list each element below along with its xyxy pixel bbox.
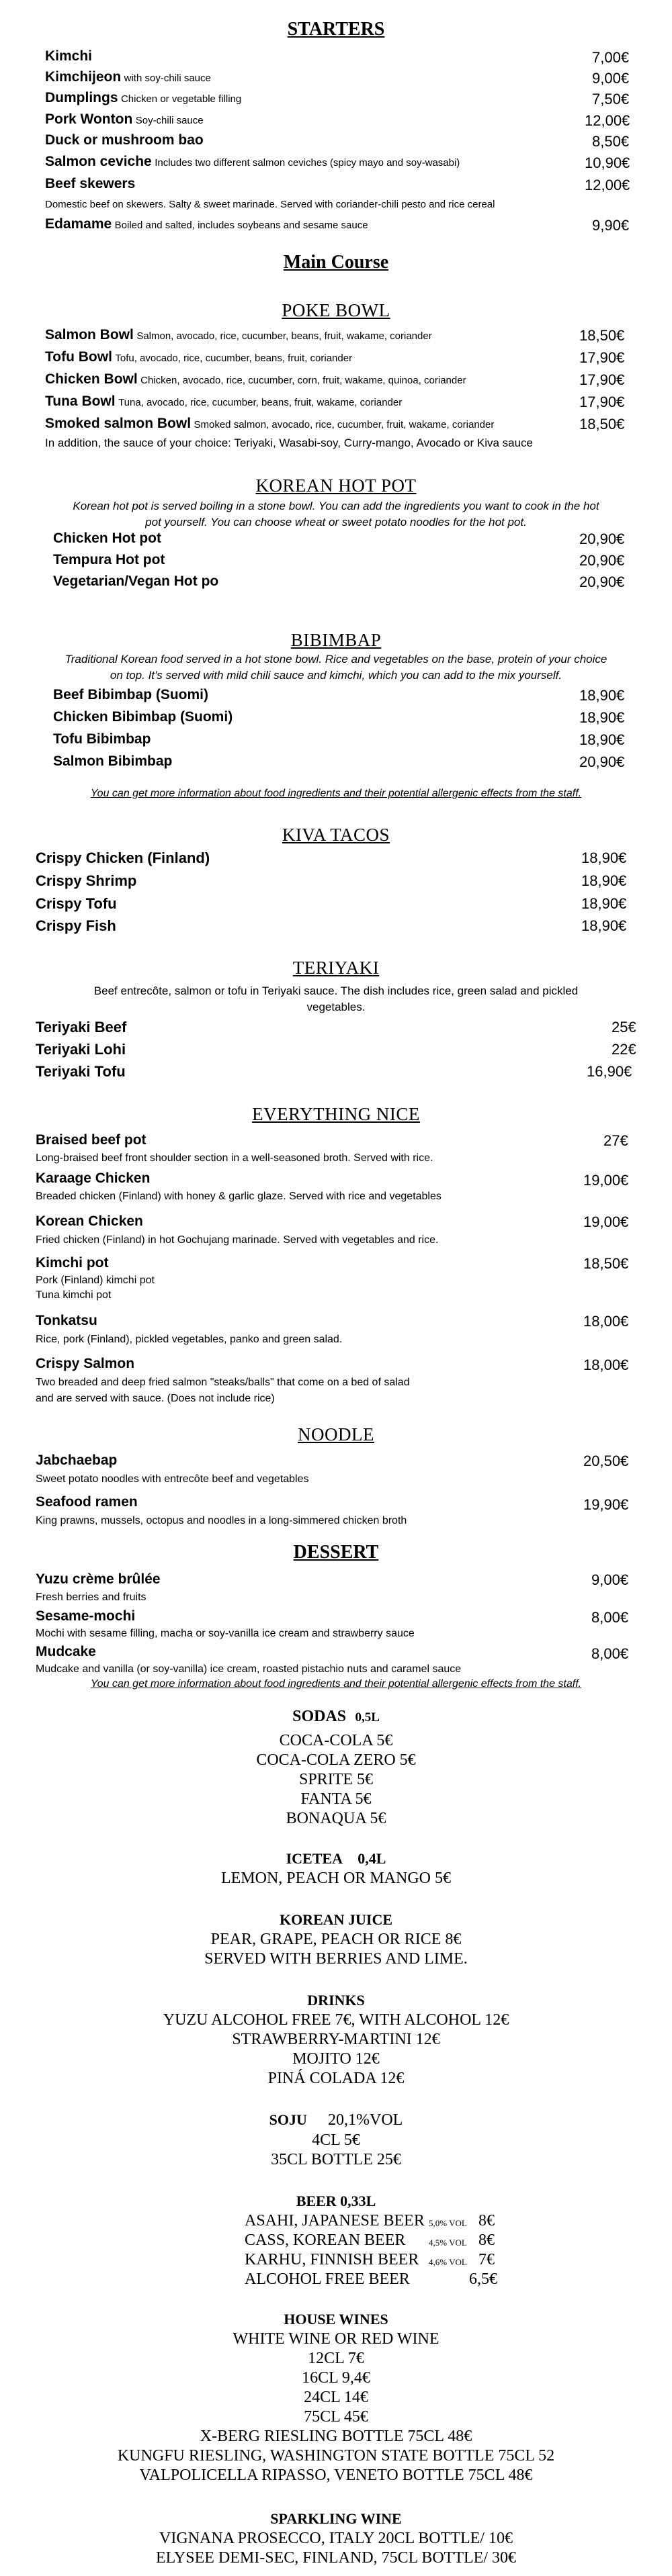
price: 20,50€ bbox=[583, 1453, 629, 1469]
list-item: WHITE WINE OR RED WINE bbox=[233, 2330, 439, 2348]
item-description: and are served with sauce. (Does not include rice) bbox=[36, 1393, 275, 1404]
sauce-note: In addition, the sauce of your choice: Teriyaki, Wasabi-soy, Curry-mango, Avocado or Kiva sauce bbox=[45, 436, 534, 449]
price: 17,90€ bbox=[579, 394, 625, 410]
list-item: PEAR, GRAPE, PEACH OR RICE 8€ bbox=[210, 1931, 462, 1948]
price: 17,90€ bbox=[579, 371, 625, 388]
item-description: Breaded chicken (Finland) with honey & garlic glaze. Served with rice and vegetables bbox=[36, 1191, 442, 1202]
price: 22€ bbox=[612, 1041, 636, 1058]
hotpot-title: KOREAN HOT POT bbox=[255, 475, 417, 496]
item-description: Sweet potato noodles with entrecôte beef and vegetables bbox=[36, 1473, 309, 1485]
price: 7,00€ bbox=[592, 49, 630, 66]
list-item: 24CL 14€ bbox=[304, 2389, 368, 2406]
list-item: Crispy Salmon bbox=[36, 1356, 135, 1371]
list-item: VALPOLICELLA RIPASSO, VENETO BOTTLE 75CL 48€ bbox=[139, 2467, 533, 2484]
item-description: Domestic beef on skewers. Salty & sweet marinade. Served with coriander-chili pesto and rice cereal bbox=[45, 199, 495, 210]
price: 6,5€ bbox=[469, 2270, 497, 2288]
price: 18,90€ bbox=[581, 849, 627, 866]
list-item: Tuna Bowl Tuna, avocado, rice, cucumber, beans, fruit, wakame, coriander bbox=[45, 394, 403, 409]
list-item: LEMON, PEACH OR MANGO 5€ bbox=[220, 1870, 451, 1887]
list-item: KUNGFU RIESLING, WASHINGTON STATE BOTTLE 75CL 52 bbox=[117, 2447, 555, 2465]
list-item: YUZU ALCOHOL FREE 7€, WITH ALCOHOL 12€ bbox=[163, 2011, 509, 2029]
price: 12,00€ bbox=[585, 177, 630, 193]
everything-nice-title: EVERYTHING NICE bbox=[252, 1104, 420, 1124]
price: 20,90€ bbox=[579, 753, 625, 770]
list-item: Crispy Tofu bbox=[36, 895, 117, 912]
teriyaki-intro-line-2: vegetables. bbox=[306, 1001, 366, 1013]
teriyaki-title: TERIYAKI bbox=[292, 958, 380, 978]
list-item: Kimchijeon with soy-chili sauce bbox=[45, 69, 211, 85]
list-item: PINÁ COLADA 12€ bbox=[267, 2070, 405, 2087]
list-item: Teriyaki Beef bbox=[36, 1019, 127, 1036]
price: 18,90€ bbox=[579, 709, 625, 726]
list-item: ALCOHOL FREE BEER bbox=[245, 2270, 410, 2288]
price: 8,00€ bbox=[591, 1645, 629, 1662]
sodas-header: SODAS 0,5L bbox=[292, 1708, 380, 1725]
price: 18,90€ bbox=[581, 917, 627, 934]
list-item: Salmon Bibimbap bbox=[53, 753, 173, 769]
beer-volume: 5,0% VOL bbox=[429, 2218, 467, 2228]
list-item: Smoked salmon Bowl Smoked salmon, avocado, rice, cucumber, fruit, wakame, coriander bbox=[45, 416, 495, 431]
bibimbap-intro-line-2: on top. It's served with mild chili sauce and kimchi, which you can add to the mix yourself. bbox=[110, 669, 562, 682]
list-item: Karaage Chicken bbox=[36, 1170, 151, 1186]
list-item: Tofu Bibimbap bbox=[53, 731, 151, 747]
list-item: Mudcake bbox=[36, 1644, 96, 1659]
price: 8€ bbox=[478, 2232, 495, 2249]
price: 9,90€ bbox=[592, 217, 630, 234]
price: 16,90€ bbox=[587, 1063, 632, 1080]
list-item: 75CL 45€ bbox=[304, 2408, 368, 2426]
allergen-note: You can get more information about food ingredients and their potential allergenic effects from the staff. bbox=[90, 1678, 582, 1690]
list-item: Teriyaki Lohi bbox=[36, 1041, 126, 1058]
list-item: Beef skewers bbox=[45, 176, 136, 191]
teriyaki-intro-line-1: Beef entrecôte, salmon or tofu in Teriyaki sauce. The dish includes rice, green salad and pickled bbox=[93, 984, 579, 997]
list-item: Edamame Boiled and salted, includes soybeans and sesame sauce bbox=[45, 216, 368, 232]
list-item: Braised beef pot bbox=[36, 1132, 146, 1148]
price: 18,90€ bbox=[579, 731, 625, 748]
dessert-title: DESSERT bbox=[293, 1542, 379, 1563]
allergen-note: You can get more information about food ingredients and their potential allergenic effects from the staff. bbox=[90, 788, 582, 799]
hotpot-intro-line-2: pot yourself. You can choose wheat or sweet potato noodles for the hot pot. bbox=[145, 516, 527, 528]
list-item: 16CL 9,4€ bbox=[302, 2369, 370, 2387]
price: 18,90€ bbox=[579, 687, 625, 704]
list-item: Vegetarian/Vegan Hot po bbox=[53, 573, 219, 589]
item-description: Rice, pork (Finland), pickled vegetables, panko and green salad. bbox=[36, 1334, 343, 1345]
sparkling-wine-header: SPARKLING WINE bbox=[270, 2510, 402, 2527]
list-item: Pork Wonton Soy-chili sauce bbox=[45, 111, 204, 127]
item-description: Fried chicken (Finland) in hot Gochujang marinade. Served with vegetables and rice. bbox=[36, 1234, 439, 1246]
list-item: Crispy Shrimp bbox=[36, 872, 137, 889]
list-item: VIGNANA PROSECCO, ITALY 20CL BOTTLE/ 10€ bbox=[159, 2530, 513, 2547]
tacos-title: KIVA TACOS bbox=[282, 825, 390, 845]
soju-header: SOJU 20,1%VOL bbox=[269, 2111, 403, 2129]
price: 19,90€ bbox=[583, 1496, 629, 1513]
price: 7,50€ bbox=[592, 91, 630, 107]
price: 20,90€ bbox=[579, 552, 625, 569]
item-description: Fresh berries and fruits bbox=[36, 1592, 146, 1603]
price: 18,00€ bbox=[583, 1313, 629, 1330]
list-item: X-BERG RIESLING BOTTLE 75CL 48€ bbox=[200, 2428, 472, 2445]
poke-title: POKE BOWL bbox=[282, 300, 390, 320]
price: 9,00€ bbox=[591, 1571, 629, 1588]
price: 18,50€ bbox=[579, 327, 625, 344]
list-item: COCA-COLA 5€ bbox=[279, 1732, 393, 1749]
noodle-title: NOODLE bbox=[298, 1424, 374, 1444]
price: 19,00€ bbox=[583, 1213, 629, 1230]
price: 8,00€ bbox=[591, 1609, 629, 1626]
list-item: Kimchi pot bbox=[36, 1255, 109, 1271]
beer-volume: 4,5% VOL bbox=[429, 2238, 467, 2248]
list-item: Salmon ceviche Includes two different salmon ceviches (spicy mayo and soy-wasabi) bbox=[45, 154, 460, 169]
bibimbap-intro-line-1: Traditional Korean food served in a hot stone bowl. Rice and vegetables on the base, protein of your choice bbox=[65, 653, 607, 665]
price: 9,00€ bbox=[592, 70, 630, 87]
list-item: Beef Bibimbap (Suomi) bbox=[53, 687, 209, 702]
list-item: SERVED WITH BERRIES AND LIME. bbox=[204, 1950, 468, 1968]
price: 10,90€ bbox=[585, 154, 630, 171]
list-item: Seafood ramen bbox=[36, 1494, 138, 1510]
bibimbap-title: BIBIMBAP bbox=[290, 630, 382, 650]
list-item: Chicken Hot pot bbox=[53, 531, 161, 546]
item-description: Two breaded and deep fried salmon "steaks/balls" that come on a bed of salad bbox=[36, 1377, 410, 1388]
list-item: Duck or mushroom bao bbox=[45, 132, 204, 148]
list-item: ASAHI, JAPANESE BEER bbox=[245, 2212, 425, 2229]
list-item: 4CL 5€ bbox=[312, 2131, 360, 2149]
list-item: Crispy Chicken (Finland) bbox=[36, 849, 210, 866]
price: 20,90€ bbox=[579, 531, 625, 547]
price: 18,90€ bbox=[581, 872, 627, 889]
price: 19,00€ bbox=[583, 1172, 629, 1189]
beer-header: BEER 0,33L bbox=[296, 2193, 376, 2209]
list-item: STRAWBERRY-MARTINI 12€ bbox=[232, 2031, 440, 2048]
list-item: Teriyaki Tofu bbox=[36, 1063, 126, 1080]
list-item: Jabchaebap bbox=[36, 1453, 118, 1468]
list-item: Tofu Bowl Tofu, avocado, rice, cucumber, beans, fruit, coriander bbox=[45, 349, 353, 365]
list-item: BONAQUA 5€ bbox=[286, 1810, 386, 1827]
item-description: Mochi with sesame filling, macha or soy-vanilla ice cream and strawberry sauce bbox=[36, 1628, 415, 1639]
item-description: Pork (Finland) kimchi pot bbox=[36, 1275, 155, 1286]
list-item: CASS, KOREAN BEER bbox=[245, 2232, 406, 2249]
list-item: KARHU, FINNISH BEER bbox=[245, 2251, 419, 2268]
list-item: 12CL 7€ bbox=[308, 2350, 364, 2367]
item-description: King prawns, mussels, octopus and noodles in a long-simmered chicken broth bbox=[36, 1515, 407, 1526]
list-item: Sesame-mochi bbox=[36, 1608, 136, 1624]
price: 27€ bbox=[603, 1132, 628, 1149]
list-item: Crispy Fish bbox=[36, 917, 116, 934]
list-item: MOJITO 12€ bbox=[292, 2050, 380, 2068]
korean-juice-header: KOREAN JUICE bbox=[279, 1911, 393, 1928]
price: 8€ bbox=[478, 2212, 495, 2229]
list-item: 35CL BOTTLE 25€ bbox=[271, 2151, 401, 2168]
list-item: Dumplings Chicken or vegetable filling bbox=[45, 90, 242, 105]
list-item: Chicken Bowl Chicken, avocado, rice, cucumber, corn, fruit, wakame, quinoa, coriander bbox=[45, 371, 466, 387]
price: 17,90€ bbox=[579, 349, 625, 366]
list-item: COCA-COLA ZERO 5€ bbox=[256, 1751, 416, 1769]
price: 18,90€ bbox=[581, 895, 627, 912]
item-description: Tuna kimchi pot bbox=[36, 1289, 112, 1301]
item-description: Long-braised beef front shoulder section in a well-seasoned broth. Served with rice. bbox=[36, 1152, 433, 1164]
price: 7€ bbox=[478, 2251, 495, 2268]
list-item: Chicken Bibimbap (Suomi) bbox=[53, 709, 233, 725]
list-item: Kimchi bbox=[45, 48, 93, 64]
list-item: Tonkatsu bbox=[36, 1313, 97, 1328]
icetea-header: ICETEA 0,4L bbox=[286, 1850, 386, 1867]
list-item: ELYSEE DEMI-SEC, FINLAND, 75CL BOTTLE/ 30€ bbox=[155, 2549, 516, 2567]
list-item: Salmon Bowl Salmon, avocado, rice, cucumber, beans, fruit, wakame, coriander bbox=[45, 327, 432, 342]
drinks-header: DRINKS bbox=[307, 1992, 365, 2009]
beer-volume: 4,6% VOL bbox=[429, 2257, 467, 2267]
price: 8,50€ bbox=[592, 133, 630, 150]
list-item: Tempura Hot pot bbox=[53, 552, 165, 567]
main-course-title: Main Course bbox=[283, 252, 389, 273]
list-item: Yuzu crème brûlée bbox=[36, 1571, 161, 1587]
house-wines-header: HOUSE WINES bbox=[284, 2311, 388, 2328]
list-item: Korean Chicken bbox=[36, 1213, 143, 1229]
item-description: Mudcake and vanilla (or soy-vanilla) ice cream, roasted pistachio nuts and caramel sauce bbox=[36, 1663, 462, 1675]
list-item: SPRITE 5€ bbox=[298, 1771, 373, 1788]
price: 25€ bbox=[612, 1019, 636, 1036]
price: 18,00€ bbox=[583, 1356, 629, 1373]
list-item: FANTA 5€ bbox=[300, 1790, 372, 1808]
price: 20,90€ bbox=[579, 573, 625, 590]
hotpot-intro-line-1: Korean hot pot is served boiling in a stone bowl. You can add the ingredients you want to cook in the hot bbox=[73, 500, 599, 512]
starters-title: STARTERS bbox=[287, 19, 385, 40]
price: 12,00€ bbox=[585, 112, 630, 129]
price: 18,50€ bbox=[583, 1255, 629, 1272]
price: 18,50€ bbox=[579, 416, 625, 432]
